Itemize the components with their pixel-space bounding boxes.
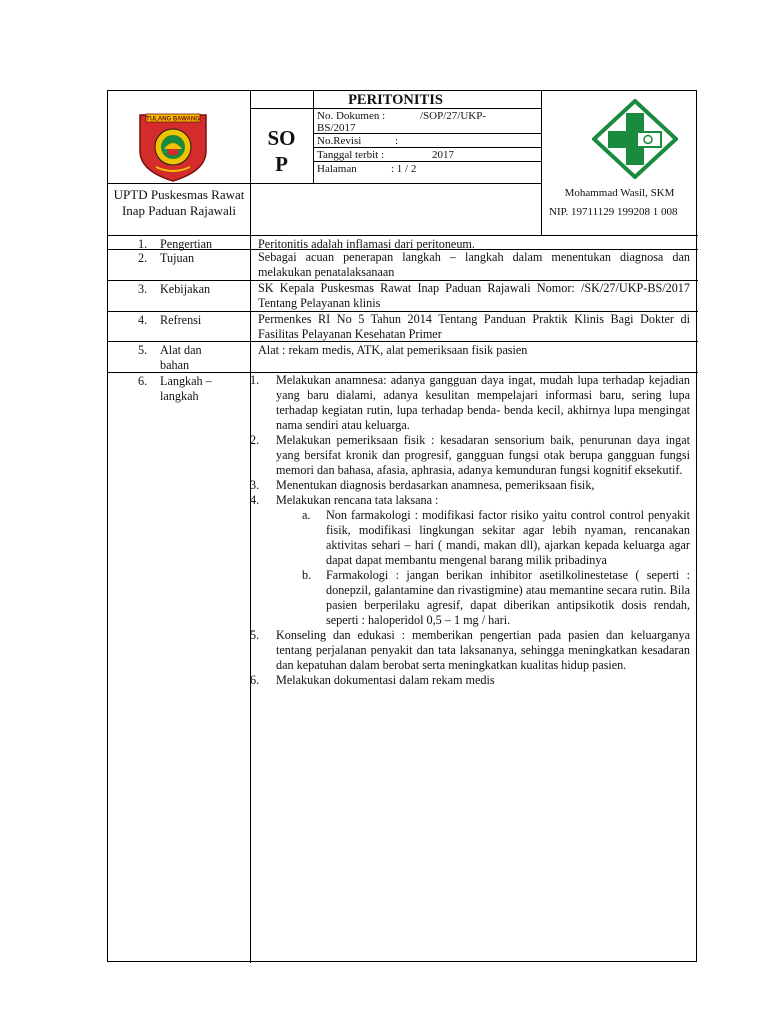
row-number: 1. [138,237,148,251]
list-item-number: 1. [250,373,260,387]
regency-logo [136,109,210,183]
right-divider [541,91,542,235]
header-divider [108,183,541,184]
row-line [108,235,698,236]
issue-date-label: Tanggal terbit : [317,149,385,161]
list-item-text: Melakukan rencana tata laksana : [276,493,439,507]
row-label-refrensi: Refrensi [160,313,202,327]
list-item [250,493,690,508]
substep-text: Farmakologi : jangan berikan inhibitor asetilkolinestetase ( seperti : donepzil, galantamine dan rivastigmine) atau memantine secara rutin. Bila pasien berperilaku agresif, dapat diberikan antipsikotik dosis rendah, seperti : haloperidol 0,5 – 1 mg / hari. [326,568,690,627]
row-text-kebijakan: SK Kepala Puskesmas Rawat Inap Paduan Rajawali Nomor: /SK/27/UKP-BS/2017 Tentang Pelayanan klinis [258,281,690,310]
list-item-number: 6. [250,673,260,687]
list-item-text: Melakukan anamnesa: adanya gangguan daya ingat, mudah lupa terhadap kejadian yang baru dialami, adanya kesulitan mempelajari informasi baru, sering lupa terhadap kegiatan rutin, lupa terhadap benda- benda kecil, akhirnya lupa mengingat nama sendiri atau keluarga. [276,373,690,432]
document-title: PERITONITIS [348,92,443,108]
list-item-number: 2. [250,433,260,447]
revision-value: : [395,135,399,147]
sop-label-line1: SO [267,126,296,150]
title-divider [250,108,541,109]
column-divider [250,91,251,963]
list-item [250,628,690,673]
list-item-text: Melakukan pemeriksaan fisik : kesadaran sensorium baik, penurunan daya ingat yang bersifat kronik dan progresif, gangguan fungsi otak berupa gangguan fungsi memori dan bahasa, afasia, aphrasia, adanya kemunduran fungsi kognitif eksekutif. [276,433,690,477]
sop-document [107,90,697,962]
signer-nip: NIP. 19711129 199208 1 008 [549,206,678,218]
steps-list [250,373,690,688]
row-number: 4. [138,313,148,327]
list-item [250,673,690,688]
revision-label: No.Revisi [317,135,362,147]
substep-text-block [302,568,690,628]
list-item [250,373,690,433]
list-item-text: Konseling dan edukasi : memberikan pengertian pada pasien dan keluarganya tentang perjalanan penyakit dan tata laksananya, sehingga meningkatkan kesadaran dan kepatuhan dalam berobat serta meningkatkan kualitas hidup pasien. [276,628,690,672]
row-label-kebijakan: Kebijakan [160,282,211,296]
substep-text: Non farmakologi : modifikasi factor risiko yaitu control control penyakit fisik, modifikasi lingkungan sekitar agar lebih nyaman, rencanakan aktivitas sehari – hari ( mandi, makan dll), ajarkan kepada keluarga agar dapat dapat membantu mengenal barang milik pribadinya [326,508,690,567]
row-text-tujuan: Sebagai acuan penerapan langkah – langkah dalam menentukan diagnosa dan melakukan penatalaksanaan [258,250,690,279]
row-label-langkah: Langkah – langkah [160,374,212,403]
list-item-text: Menentukan diagnosis berdasarkan anamnesa, pemeriksaan fisik, [276,478,595,492]
sop-label-line2: P [275,152,288,176]
row-label-tujuan: Tujuan [160,251,195,265]
doc-number-label: No. Dokumen : [317,110,386,122]
substep-item [302,508,690,568]
list-item-number: 3. [250,478,260,492]
puskesmas-logo [592,99,678,179]
list-item [250,433,690,478]
row-number: 2. [138,251,148,265]
row-text-alat: Alat : rekam medis, ATK, alat pemeriksaan fisik pasien [258,343,528,357]
list-item-text: Melakukan dokumentasi dalam rekam medis [276,673,495,687]
row-number: 3. [138,282,148,296]
row-text-refrensi: Permenkes RI No 5 Tahun 2014 Tentang Panduan Praktik Klinis Bagi Dokter di Fasilitas Pelayanan Kesehatan Primer [258,312,690,341]
logo-banner-text: TULANG BAWANG [146,116,200,123]
page-label: Halaman [317,163,357,175]
substep-number: b. [302,568,312,582]
organization-name: UPTD Puskesmas Rawat Inap Paduan Rajawali [113,187,245,218]
substep-number: a. [302,508,311,522]
list-item [250,478,690,493]
page-value: : 1 / 2 [391,163,417,175]
sop-label [250,125,313,177]
row-number: 5. [138,343,148,357]
list-item-number: 5. [250,628,260,642]
substep-item [302,568,690,628]
row-label-pengertian: Pengertian [160,237,213,251]
row-label-alat: Alat dan bahan [160,343,202,372]
list-item-number: 4. [250,493,260,507]
issue-date-value: 2017 [432,149,454,161]
substep-text-block [302,508,690,568]
doc-number-value: /SOP/27/UKP- [420,110,487,122]
signer-name: Mohammad Wasil, SKM [564,187,675,199]
row-number: 6. [138,374,148,388]
row-text-pengertian: Peritonitis adalah inflamasi dari peritoneum. [258,237,475,251]
doc-number-value-cont: BS/2017 [317,122,356,134]
